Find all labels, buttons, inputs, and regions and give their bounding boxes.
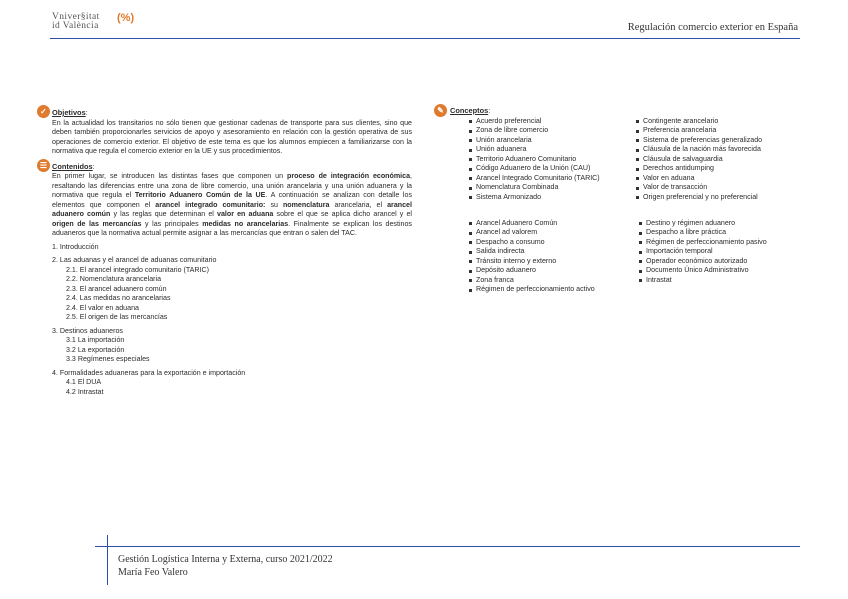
concept-item: Cláusula de salvaguardia xyxy=(635,155,810,165)
concepts-list-left-2 xyxy=(468,219,643,295)
concept-item: Arancel Integrado Comunitario (TARIC) xyxy=(468,174,643,184)
concept-item: Operador económico autorizado xyxy=(638,257,813,267)
toc-subitem: 4.2 Intrastat xyxy=(66,387,104,396)
concept-item: Importación temporal xyxy=(638,247,813,257)
toc-subitem: 2.3. El arancel aduanero común xyxy=(66,284,167,293)
contenidos-text: En primer lugar, se introducen las distintas fases que componen un proceso de integración económica, resaltando las diferencias entre una zona de libre comercio, una unión arancelaria y una unión aduanera y la normativa que regula el Territorio Aduanero Común de la UE. A continuación se analizan con detalle los elementos que componen el arancel integrado comunitario: su nomenclatura arancelaria, el arancel aduanero común y las reglas que determinan el valor en aduana sobre el que se aplica dicho arancel y el origen de las mercancías y las principales medidas no arancelarias. Finalmente se explican los destinos aduaneros que la normativa actual permite asignar a las mercancías que entran o salen del TAC. xyxy=(52,172,413,237)
concept-item: Régimen de perfeccionamiento activo xyxy=(468,285,643,295)
contenidos-title: Contenidos xyxy=(52,161,93,171)
document-title: Regulación comercio exterior en España xyxy=(627,22,798,33)
concept-item: Sistema Armonizado xyxy=(468,193,643,203)
logo-mark-icon: (%) xyxy=(117,12,135,24)
concept-item: Tránsito interno y externo xyxy=(468,257,643,267)
footer-divider xyxy=(95,546,800,547)
concept-item: Unión aduanera xyxy=(468,145,643,155)
right-column: ✎ Conceptos: Acuerdo preferencial Zona de libre comercio Unión arancelaria Unión aduanera Territorio Aduanero Comunitario Código Aduanero de la Unión (CAU) Arancel Integrado Comunitario (TARIC) Nomenclatura Combinada Sistema Armonizado Contingente arancelario Preferencia arancelaria Sistema de preferencias generalizado Cláusula de la nación más favorecida Cláusula de salvaguardia Derechos antidumping Valor en aduana Valor de transacción Origen preferencial y no preferencial Arancel Aduanero Común Arancel ad valorem Despacho a consumo Salida indirecta Tránsito interno y externo Depósito aduanero Zona franca Régimen de perfeccionamiento activo Destino y régimen aduanero Despacho a libre práctica Régimen de perfeccionamiento pasivo Importación temporal Operador económico autorizado Documento Único Administrativo Intrastat xyxy=(450,106,810,309)
concept-item: Despacho a consumo xyxy=(468,238,643,248)
author-name: María Feo Valero xyxy=(118,567,188,578)
concept-item: Zona franca xyxy=(468,276,643,286)
concept-item: Arancel Aduanero Común xyxy=(468,219,643,229)
concepts-list-right xyxy=(635,117,810,203)
concept-item: Cláusula de la nación más favorecida xyxy=(635,145,810,155)
conceptos-title: Conceptos xyxy=(450,106,489,115)
page-header xyxy=(0,0,848,40)
concept-item: Acuerdo preferencial xyxy=(468,117,643,127)
concept-item: Intrastat xyxy=(638,276,813,286)
concepts-group-1 xyxy=(450,117,810,217)
toc-subitem: 2.4. Las medidas no arancelarias xyxy=(66,294,171,302)
objetivos-text: En la actualidad los transitarios no sólo tienen que gestionar cadenas de transporte para sus clientes, sino que deben también proporcionarles servicios de apoyo y asesoramiento en relación con la gestión operativa de sus operaciones de comercio exterior. El objetivo de este tema es que los alumnos empiecen a familiarizarse con la normativa que regula el comercio exterior en la UE y sus procedimientos. xyxy=(52,118,412,155)
toc-item: 4. Formalidades aduaneras para la exportación e importación xyxy=(52,368,246,377)
concept-item: Depósito aduanero xyxy=(468,266,643,276)
concept-item: Salida indirecta xyxy=(468,247,643,257)
logo-line-2: id València xyxy=(52,21,99,31)
concept-item: Régimen de perfeccionamiento pasivo xyxy=(638,238,813,248)
left-column: ✓ Objetivos: En la actualidad los transitarios no sólo tienen que gestionar cadenas de transporte para sus clientes, sino que deben también proporcionarles servicios de apoyo y asesoramiento en relación con la gestión operativa de sus operaciones de comercio exterior. El objetivo de este tema es que los alumnos empiecen a familiarizarse con la normativa que regula el comercio exterior en la UE y sus procedimientos. ☰ Contenidos: En primer lugar, se introducen las distintas fases que componen un proceso de integración económica, resaltando las diferencias entre una zona de libre comercio, una unión arancelaria y una unión aduanera y la normativa que regula el Territorio Aduanero Común de la UE. A continuación se analizan con detalle los elementos que componen el arancel integrado comunitario: su nomenclatura arancelaria, el arancel aduanero común y las reglas que determinan el valor en aduana sobre el que se aplica dicho arancel y el origen de las mercancías y las principales medidas no arancelarias. Finalmente se explican los destinos aduaneros que la normativa actual permite asignar a las mercancías que entran o salen del TAC. 1. Introducción 2. Las aduanas y el arancel de aduanas comunitario 2.1. El arancel integrado comunitario (TARIC) 2.2. Nomenclatura arancelaria 2.3. El arancel aduanero común 2.4. Las medidas no arancelarias 2.4. El valor en aduana 2.5. El origen de las mercancías 3. Destinos aduaneros 3.1 La importación 3.2 La exportación 3.3 Regímenes especiales 4. Formalidades aduaneras para la exportación e importación 4.1 El DUA 4.2 Intrastat xyxy=(52,108,412,397)
concept-item: Destino y régimen aduanero xyxy=(638,219,813,229)
course-name: Gestión Logística Interna y Externa, curso 2021/2022 xyxy=(118,554,333,565)
toc-subitem: 3.3 Regímenes especiales xyxy=(66,355,150,363)
list-icon: ☰ xyxy=(37,159,50,172)
footer-vertical-rule xyxy=(107,535,108,585)
header-divider xyxy=(50,38,800,39)
lightbulb-icon: ✎ xyxy=(434,104,447,117)
concept-item: Unión arancelaria xyxy=(468,136,643,146)
concept-item: Documento Único Administrativo xyxy=(638,266,813,276)
table-of-contents xyxy=(52,243,412,398)
logo-line-1: Vniver§itat xyxy=(52,12,100,22)
concepts-list-right-2 xyxy=(638,219,813,286)
concept-item: Despacho a libre práctica xyxy=(638,228,813,238)
objetivos-title: Objetivos xyxy=(52,108,86,117)
concept-item: Zona de libre comercio xyxy=(468,126,643,136)
toc-subitem: 4.1 El DUA xyxy=(66,378,102,386)
toc-item: 3. Destinos aduaneros xyxy=(52,326,123,335)
concept-item: Arancel ad valorem xyxy=(468,228,643,238)
university-logo xyxy=(52,13,100,31)
concept-item: Territorio Aduanero Comunitario xyxy=(468,155,643,165)
page-footer xyxy=(118,553,333,579)
concept-item: Código Aduanero de la Unión (CAU) xyxy=(468,164,643,174)
toc-subitem: 3.2 La exportación xyxy=(66,345,125,354)
concept-item: Derechos antidumping xyxy=(635,164,810,174)
concept-item: Sistema de preferencias generalizado xyxy=(635,136,810,146)
concept-item: Valor en aduana xyxy=(635,174,810,184)
toc-subitem: 2.4. El valor en aduana xyxy=(66,303,139,312)
concepts-group-2 xyxy=(450,219,810,309)
toc-subitem: 2.1. El arancel integrado comunitario (TARIC) xyxy=(66,265,209,274)
toc-item: 1. Introducción xyxy=(52,242,99,251)
toc-subitem: 2.2. Nomenclatura arancelaria xyxy=(66,275,162,283)
check-icon: ✓ xyxy=(37,105,50,118)
concept-item: Contingente arancelario xyxy=(635,117,810,127)
concept-item: Nomenclatura Combinada xyxy=(468,183,643,193)
concept-item: Preferencia arancelaria xyxy=(635,126,810,136)
toc-subitem: 2.5. El origen de las mercancías xyxy=(66,313,168,321)
concept-item: Valor de transacción xyxy=(635,183,810,193)
toc-subitem: 3.1 La importación xyxy=(66,336,125,344)
concept-item: Origen preferencial y no preferencial xyxy=(635,193,810,203)
toc-item: 2. Las aduanas y el arancel de aduanas comunitario xyxy=(52,256,217,264)
concepts-list-left xyxy=(468,117,643,203)
